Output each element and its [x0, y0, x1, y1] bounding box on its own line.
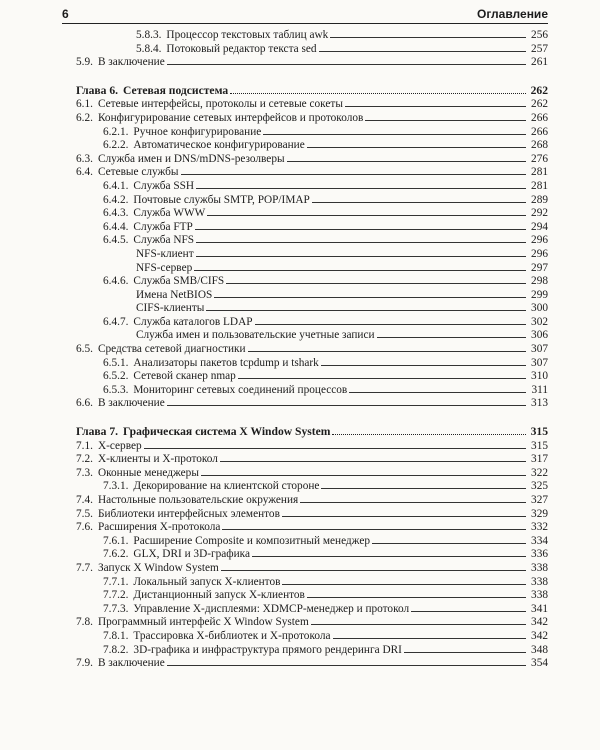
toc-leader [312, 193, 526, 203]
toc-entry-number: 6.4.1. [103, 179, 129, 192]
toc-page-number: 296 [531, 234, 548, 247]
toc-entry-number: 7.7.2. [103, 589, 129, 602]
toc-entry[interactable] [76, 588, 548, 602]
toc-entry-title: В заключение [97, 657, 165, 670]
toc-entry-title: Расширения Х-протокола [97, 521, 221, 534]
toc-leader [404, 643, 526, 653]
toc-page-number: 262 [530, 83, 548, 97]
toc-entry-number: 7.8. [76, 616, 93, 629]
toc-entry-number: Глава 7. [76, 425, 119, 439]
toc-leader [196, 233, 526, 243]
toc-page-number: 306 [531, 329, 548, 342]
toc-entry[interactable] [76, 97, 548, 111]
toc-entry[interactable] [76, 179, 548, 193]
toc-page-number: 332 [531, 521, 548, 534]
toc-entry-number: 7.3. [76, 466, 93, 479]
toc-entry[interactable] [76, 261, 548, 275]
toc-leader [167, 396, 526, 406]
toc-entry-title: Ручное конфигурирование [133, 125, 262, 138]
toc-leader [221, 561, 526, 571]
toc-leader [345, 97, 526, 107]
toc-entry-title: Управление Х-дисплеями: XDMCP-менеджер и протокол [133, 602, 410, 615]
section-title: Оглавление [477, 7, 548, 21]
toc-page-number: 310 [531, 370, 548, 383]
toc-entry-title: Локальный запуск Х-клиентов [133, 575, 281, 588]
toc-page-number: 296 [531, 247, 548, 260]
toc-entry[interactable] [76, 138, 548, 152]
toc-leader [207, 206, 526, 216]
toc-entry-number: 6.3. [76, 152, 93, 165]
toc-entry-title: Процессор текстовых таблиц awk [166, 29, 329, 41]
toc-entry-title: Служба FTP [133, 220, 193, 233]
toc-page-number: 266 [531, 125, 548, 138]
toc-entry-number: 7.7.1. [103, 575, 129, 588]
toc-entry-title: CIFS-клиенты [136, 302, 205, 315]
toc-entry-number: 6.4.2. [103, 193, 129, 206]
toc-page-number: 325 [531, 480, 548, 493]
toc-entry-title: Сетевые интерфейсы, протоколы и сетевые сокеты [97, 98, 343, 111]
toc-page-number: 311 [531, 383, 548, 396]
toc-entry-number: 6.4.6. [103, 275, 129, 288]
toc-leader [311, 615, 526, 625]
toc-entry-number: 7.7.3. [103, 602, 129, 615]
toc-entry-title: Декорирование на клиентской стороне [133, 480, 320, 493]
toc-page-number: 268 [531, 139, 548, 152]
toc-page-number: 307 [531, 343, 548, 356]
toc-page-number: 338 [531, 561, 548, 574]
toc-entry-title: Анализаторы пакетов tcpdump и tshark [133, 356, 319, 369]
toc-entry[interactable] [76, 55, 548, 69]
toc-entry-title: Графическая система X Window System [123, 425, 331, 439]
toc-leader [226, 274, 526, 284]
toc-entry-number: 6.1. [76, 98, 93, 111]
toc-entry-title: В заключение [97, 56, 165, 69]
toc-leader [321, 356, 526, 366]
toc-entry-title: Служба каталогов LDAP [133, 315, 253, 328]
toc-page-number: 281 [531, 179, 548, 192]
toc-leader [349, 383, 526, 393]
toc-entry-title: Сетевые службы [97, 166, 179, 179]
toc-entry-number: 6.4.5. [103, 234, 129, 247]
toc-entry-title: Служба SMB/CIFS [133, 275, 225, 288]
toc-leader [365, 111, 526, 121]
toc-entry[interactable] [76, 547, 548, 561]
toc-page-number: 261 [531, 56, 548, 69]
toc-page-number: 299 [531, 288, 548, 301]
toc-entry[interactable] [76, 602, 548, 616]
toc-entry[interactable] [76, 643, 548, 657]
toc-entry[interactable] [76, 439, 548, 453]
toc-entry-number: 6.2.1. [103, 125, 129, 138]
toc-entry-number: Глава 6. [76, 83, 119, 97]
toc-entry-title: Служба имен и пользовательские учетные записи [136, 329, 375, 342]
toc-leader [332, 425, 526, 435]
toc-entry-number: 5.8.3. [136, 29, 162, 41]
toc-entry[interactable] [76, 356, 548, 370]
toc-entry[interactable] [76, 656, 548, 670]
toc-entry-title: Дистанционный запуск Х-клиентов [133, 589, 305, 602]
toc-entry[interactable] [76, 479, 548, 493]
toc-leader [206, 301, 526, 311]
toc-leader [321, 479, 526, 489]
toc-entry-title: Программный интерфейс X Window System [97, 616, 309, 629]
toc-page-number: 266 [531, 111, 548, 124]
toc-leader [377, 328, 526, 338]
toc-page-number: 298 [531, 275, 548, 288]
toc-leader [220, 452, 526, 462]
toc-entry-title: Х-клиенты и Х-протокол [97, 453, 218, 466]
toc-entry-number: 7.9. [76, 657, 93, 670]
toc-entry[interactable] [76, 111, 548, 125]
toc-leader [263, 125, 526, 135]
toc-page-number: 354 [531, 657, 548, 670]
toc-leader [300, 493, 526, 503]
toc-leader [144, 439, 526, 449]
toc-leader [167, 656, 526, 666]
toc-page-number: 342 [531, 616, 548, 629]
toc-entry[interactable] [76, 452, 548, 466]
toc-leader [167, 55, 526, 65]
toc-entry[interactable] [76, 369, 548, 383]
toc-entry[interactable] [76, 125, 548, 139]
toc-entry-title: Запуск X Window System [97, 561, 219, 574]
toc-entry[interactable] [76, 396, 548, 410]
toc-page-number: 281 [531, 166, 548, 179]
toc-entry-number: 7.6.2. [103, 548, 129, 561]
toc-entry-title: 3D-графика и инфраструктура прямого рендеринга DRI [133, 643, 402, 656]
toc-entry[interactable] [76, 466, 548, 480]
toc-entry-title: Х-сервер [97, 439, 142, 452]
toc-entry-number: 6.4. [76, 166, 93, 179]
toc-page-number: 317 [531, 453, 548, 466]
toc-page-number: 313 [531, 397, 548, 410]
toc-page-number: 322 [531, 466, 548, 479]
toc-leader [282, 575, 526, 585]
toc-leader [214, 288, 526, 298]
toc-entry-number: 6.5.2. [103, 370, 129, 383]
toc-leader [181, 165, 527, 175]
toc-leader [282, 507, 526, 517]
toc-entry-title: Библиотеки интерфейсных элементов [97, 507, 280, 520]
toc-entry[interactable] [76, 220, 548, 234]
toc-entry-number: 6.5. [76, 343, 93, 356]
toc-page-number: 300 [531, 302, 548, 315]
toc-entry[interactable] [76, 342, 548, 356]
toc-page-number: 302 [531, 315, 548, 328]
toc-chapter-entry[interactable] [76, 84, 548, 98]
toc-entry-number: 7.4. [76, 494, 93, 506]
toc-page-number: 294 [531, 220, 548, 233]
toc-entry-title: Сетевая подсистема [123, 83, 229, 97]
toc-leader [194, 261, 526, 271]
toc-page-number: 307 [531, 356, 548, 369]
toc-entry[interactable] [76, 493, 548, 507]
toc-entry-number: 7.2. [76, 453, 93, 466]
toc-entry-title: GLX, DRI и 3D-графика [133, 548, 250, 561]
toc-entry-number: 7.8.1. [103, 629, 129, 642]
toc-page-number: 297 [531, 261, 548, 274]
toc-entry-title: В заключение [97, 397, 165, 410]
toc-entry-title: Служба SSH [133, 179, 195, 192]
toc-entry[interactable] [76, 561, 548, 575]
toc-page-number: 327 [531, 494, 548, 506]
toc-entry-title: Сетевой сканер nmap [133, 370, 236, 383]
toc-leader [196, 247, 526, 257]
toc-leader [230, 84, 526, 94]
toc-entry[interactable] [76, 193, 548, 207]
toc-entry[interactable] [76, 383, 548, 397]
toc-entry-number: 6.5.3. [103, 383, 129, 396]
toc-entry-number: 7.8.2. [103, 643, 129, 656]
toc-entry[interactable] [76, 328, 548, 342]
toc-leader [307, 138, 526, 148]
toc-entry[interactable] [76, 520, 548, 534]
toc-entry-number: 6.4.4. [103, 220, 129, 233]
toc-leader [372, 534, 526, 544]
toc-entry[interactable] [76, 152, 548, 166]
toc-entry[interactable] [76, 507, 548, 521]
toc-entry[interactable] [76, 233, 548, 247]
toc-entry-number: 7.1. [76, 439, 93, 452]
toc-entry-title: Служба NFS [133, 234, 195, 247]
toc-entry-number: 6.6. [76, 397, 93, 410]
toc-leader [307, 588, 526, 598]
toc-entry-number: 7.6. [76, 521, 93, 534]
toc-entry-number: 7.7. [76, 561, 93, 574]
toc-entry-number: 7.6.1. [103, 534, 129, 547]
toc-page-number: 334 [531, 534, 548, 547]
toc-entry-title: Потоковый редактор текста sed [166, 42, 317, 55]
toc-leader [195, 220, 526, 230]
toc-entry[interactable] [76, 288, 548, 302]
toc-entry-title: Почтовые службы SMTP, POP/IMAP [133, 193, 310, 206]
toc-entry-title: Трассировка Х-библиотек и Х-протокола [133, 629, 331, 642]
toc-leader [196, 179, 526, 189]
toc-entry[interactable] [76, 301, 548, 315]
toc-chapter-entry[interactable] [76, 425, 548, 439]
toc-page-number: 336 [531, 548, 548, 561]
toc-leader [333, 629, 526, 639]
toc-gap [76, 69, 548, 84]
running-header [62, 4, 548, 24]
toc-entry-title: Расширение Composite и композитный менеджер [133, 534, 370, 547]
toc-page-number: 256 [531, 29, 548, 41]
toc-entry-title: NFS-сервер [136, 261, 193, 274]
toc-entry[interactable] [76, 274, 548, 288]
toc-leader [252, 547, 526, 557]
toc-entry[interactable] [76, 615, 548, 629]
toc-entry-title: Оконные менеджеры [97, 466, 199, 479]
toc-page-number: 257 [531, 42, 548, 55]
toc-leader [287, 152, 526, 162]
toc-entry-number: 5.9. [76, 56, 93, 69]
toc-page-number: 341 [531, 602, 548, 615]
toc-leader [201, 466, 526, 476]
toc-entry-title: NFS-клиент [136, 247, 194, 260]
toc-entry-title: Имена NetBIOS [136, 288, 213, 301]
toc-entry[interactable] [76, 575, 548, 589]
toc-entry-number: 6.5.1. [103, 356, 129, 369]
toc-entry[interactable] [76, 247, 548, 261]
toc-entry-number: 5.8.4. [136, 42, 162, 55]
toc-page-number: 348 [531, 643, 548, 656]
toc-leader [238, 369, 526, 379]
toc-page-number: 276 [531, 152, 548, 165]
toc-leader [319, 42, 526, 52]
table-of-contents [76, 28, 548, 670]
toc-leader [248, 342, 526, 352]
toc-entry[interactable] [76, 315, 548, 329]
toc-entry[interactable] [76, 206, 548, 220]
toc-leader [222, 520, 526, 530]
toc-entry[interactable] [76, 165, 548, 179]
toc-gap [76, 410, 548, 425]
toc-entry-number: 6.4.7. [103, 315, 129, 328]
toc-page-number: 262 [531, 98, 548, 111]
toc-entry-number: 6.4.3. [103, 207, 129, 220]
toc-entry-number: 7.5. [76, 507, 93, 520]
toc-entry[interactable] [76, 28, 548, 42]
toc-page-number: 329 [531, 507, 548, 520]
toc-entry-title: Автоматическое конфигурирование [133, 139, 305, 152]
toc-entry-title: Средства сетевой диагностики [97, 343, 246, 356]
toc-entry-title: Служба имен и DNS/mDNS-резолверы [97, 152, 285, 165]
toc-entry-title: Служба WWW [133, 207, 206, 220]
toc-entry-number: 7.3.1. [103, 480, 129, 493]
toc-entry-title: Мониторинг сетевых соединений процессов [133, 383, 348, 396]
toc-leader [330, 28, 526, 38]
toc-leader [411, 602, 526, 612]
toc-entry[interactable] [76, 534, 548, 548]
toc-page-number: 315 [531, 439, 548, 452]
toc-entry-title: Настольные пользовательские окружения [97, 494, 299, 506]
toc-entry-title: Конфигурирование сетевых интерфейсов и протоколов [97, 111, 364, 124]
toc-page-number: 338 [531, 589, 548, 602]
toc-entry-number: 6.2.2. [103, 139, 129, 152]
toc-page-number: 289 [531, 193, 548, 206]
toc-entry-number: 6.2. [76, 111, 93, 124]
page-number: 6 [62, 7, 69, 21]
toc-page-number: 338 [531, 575, 548, 588]
toc-entry[interactable] [76, 42, 548, 56]
toc-entry[interactable] [76, 629, 548, 643]
toc-page-number: 292 [531, 207, 548, 220]
toc-leader [255, 315, 526, 325]
toc-page-number: 315 [530, 425, 548, 439]
toc-page-number: 342 [531, 629, 548, 642]
